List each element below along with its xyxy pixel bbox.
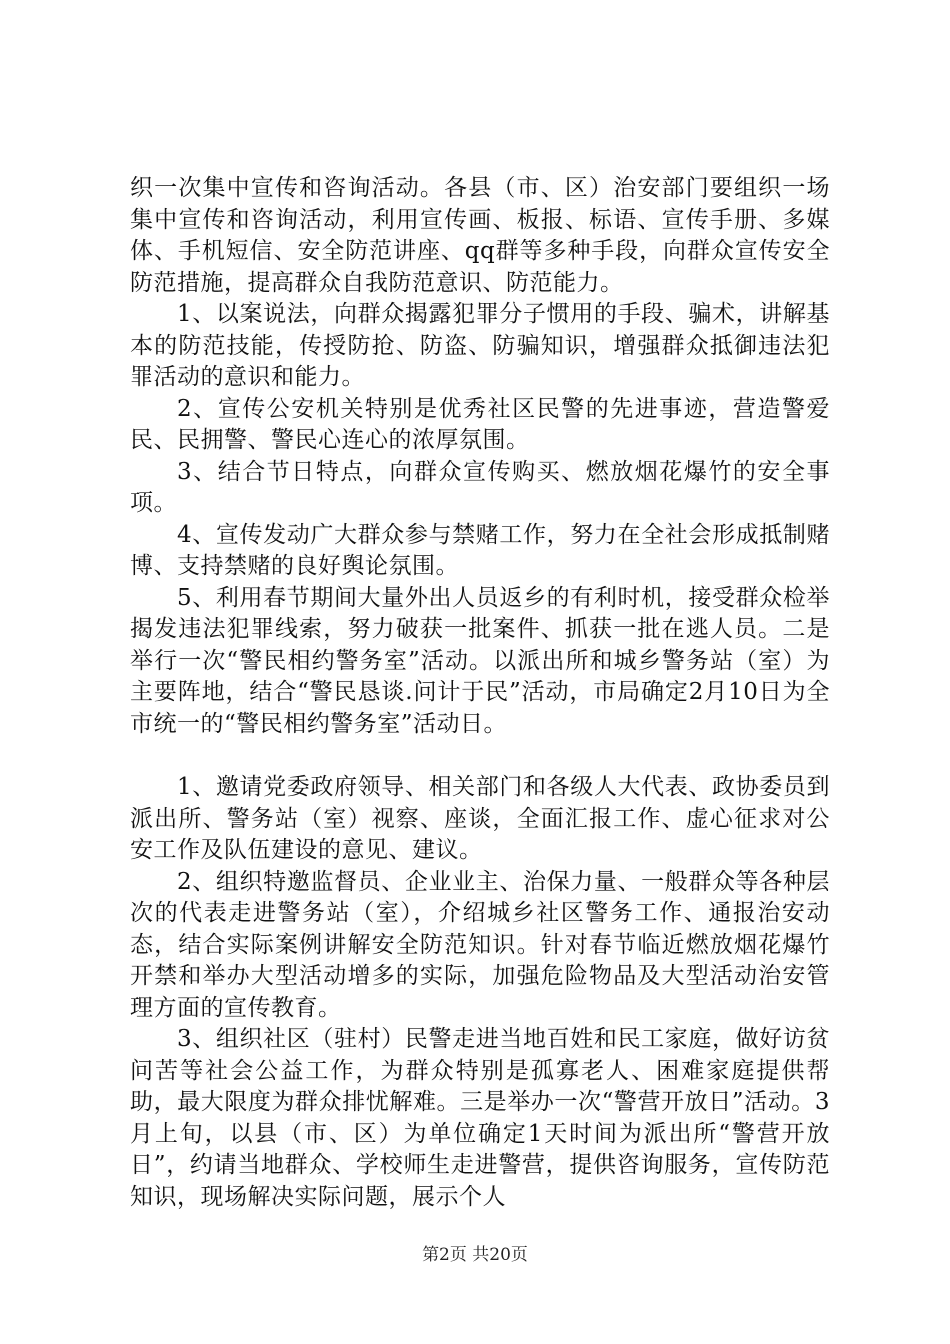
page-number-footer: 第2页 共20页: [422, 1245, 528, 1265]
document-body: [130, 173, 830, 1213]
paragraph-continuation: 织一次集中宣传和咨询活动。各县（市、区）治安部门要组织一场集中宣传和咨询活动，利用宣传画、板报、标语、宣传手册、多媒体、手机短信、安全防范讲座、qq群等多种手段，向群众宣传安全防范措施，提高群众自我防范意识、防范能力。: [130, 175, 830, 296]
paragraph-item-3-second-list: 3、组织社区（驻村）民警走进当地百姓和民工家庭，做好访贫问苦等社会公益工作，为群众特别是孤寡老人、困难家庭提供帮助，最大限度为群众排忧解难。三是举办一次“警营开放日”活动。3月上旬，以县（市、区）为单位确定1天时间为派出所“警营开放日”，约请当地群众、学校师生走进警营，提供咨询服务，宣传防范知识，现场解决实际问题，展示个人: [130, 1026, 830, 1210]
paragraph-item-1-second-list: 1、邀请党委政府领导、相关部门和各级人大代表、政协委员到派出所、警务站（室）视察、座谈，全面汇报工作、虚心征求对公安工作及队伍建设的意见、建议。: [130, 774, 830, 863]
paragraph-item-5: 5、利用春节期间大量外出人员返乡的有利时机，接受群众检举揭发违法犯罪线索，努力破获一批案件、抓获一批在逃人员。二是举行一次“警民相约警务室”活动。以派出所和城乡警务站（室）为主要阵地，结合“警民恳谈.问计于民”活动，市局确定2月10日为全市统一的“警民相约警务室”活动日。: [130, 584, 830, 737]
paragraph-item-2: 2、宣传公安机关特别是优秀社区民警的先进事迹，营造警爱民、民拥警、警民心连心的浓厚氛围。: [130, 395, 830, 453]
paragraph-item-3: 3、结合节日特点，向群众宣传购买、燃放烟花爆竹的安全事项。: [130, 458, 830, 516]
paragraph-item-1: 1、以案说法，向群众揭露犯罪分子惯用的手段、骗术，讲解基本的防范技能，传授防抢、防盗、防骗知识，增强群众抵御违法犯罪活动的意识和能力。: [130, 301, 830, 390]
paragraph-item-4: 4、宣传发动广大群众参与禁赌工作，努力在全社会形成抵制赌博、支持禁赌的良好舆论氛围。: [130, 521, 830, 579]
paragraph-item-2-second-list: 2、组织特邀监督员、企业业主、治保力量、一般群众等各种层次的代表走进警务站（室），介绍城乡社区警务工作、通报治安动态，结合实际案例讲解安全防范知识。针对春节临近燃放烟花爆竹开禁和举办大型活动增多的实际，加强危险物品及大型活动治安管理方面的宣传教育。: [130, 868, 830, 1021]
